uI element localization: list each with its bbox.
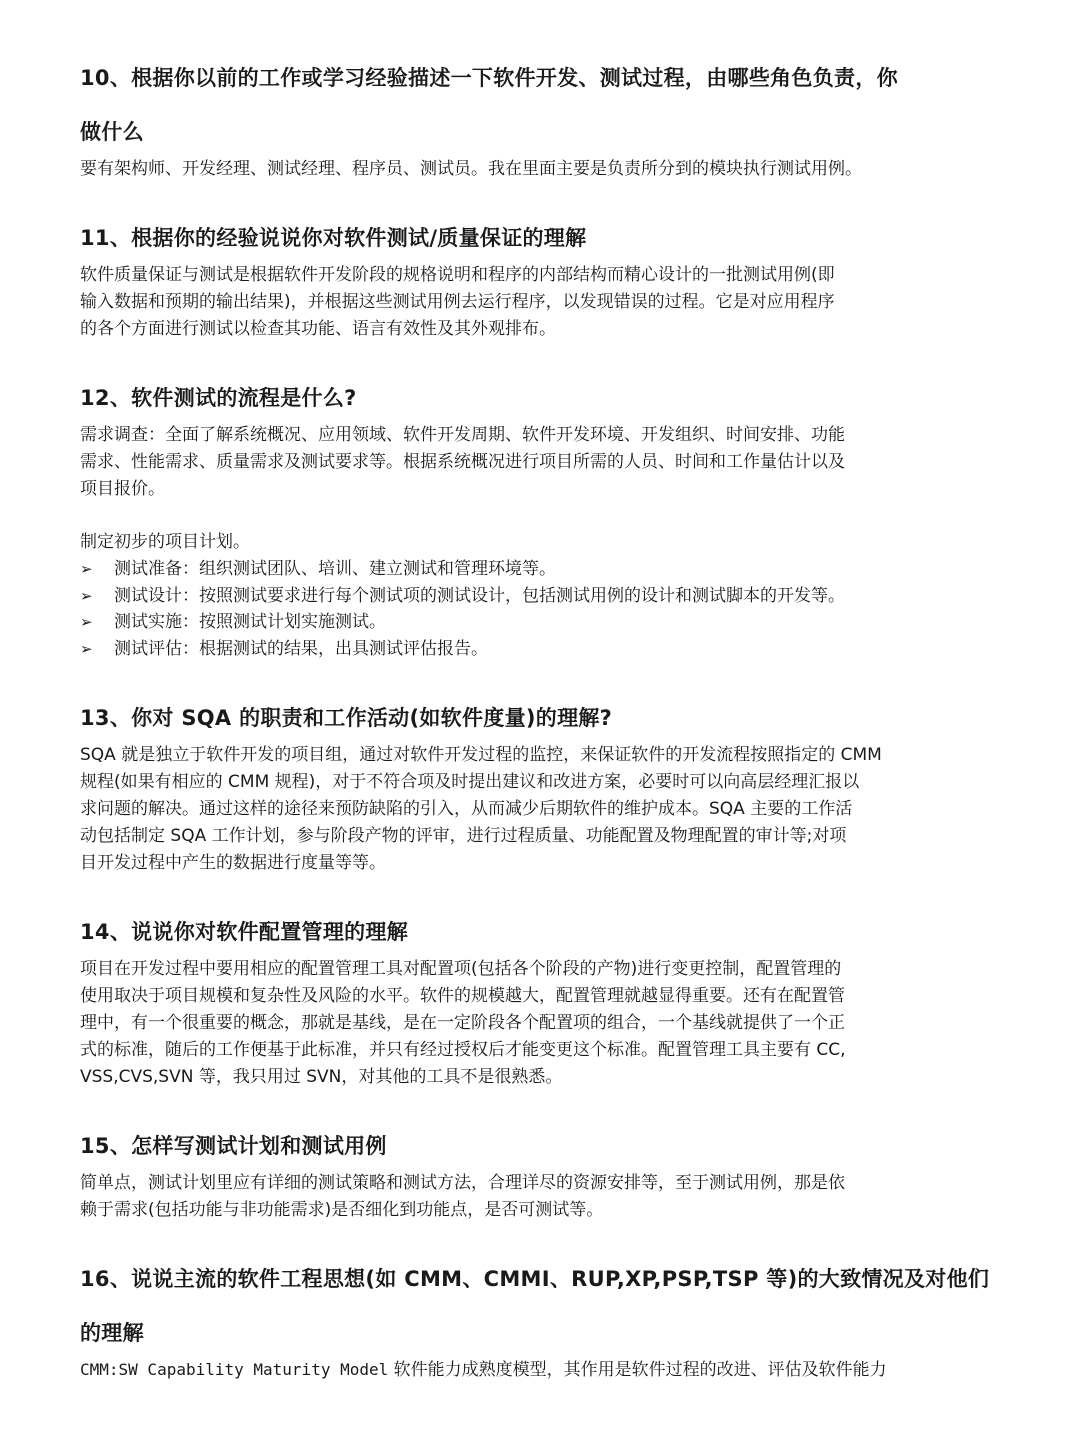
question-14-answer-line4: 式的标准，随后的工作便基于此标准，并只有经过授权后才能变更这个标准。配置管理工具主要有 CC, bbox=[80, 1040, 846, 1060]
question-10-title-line1: 10、根据你以前的工作或学习经验描述一下软件开发、测试过程，由哪些角色负责，你 bbox=[80, 66, 898, 90]
question-14-answer-line2: 使用取决于项目规模和复杂性及风险的水平。软件的规模越大，配置管理就越显得重要。还有在配置管 bbox=[80, 986, 845, 1006]
question-13-answer-line5: 目开发过程中产生的数据进行度量等等。 bbox=[80, 853, 386, 873]
question-15-title: 15、怎样写测试计划和测试用例 bbox=[80, 1134, 387, 1158]
question-12-answer-line2: 需求、性能需求、质量需求及测试要求等。根据系统概况进行项目所需的人员、时间和工作量估计以及 bbox=[80, 452, 845, 472]
question-13-title: 13、你对 SQA 的职责和工作活动(如软件度量)的理解? bbox=[80, 706, 613, 730]
question-12-bullet-2 bbox=[80, 583, 1005, 610]
question-14-answer-line1: 项目在开发过程中要用相应的配置管理工具对配置项(包括各个阶段的产物)进行变更控制，配置管理的 bbox=[80, 959, 842, 979]
question-12-plan: 制定初步的项目计划。 bbox=[80, 532, 250, 552]
bullet-text: 测试准备：组织测试团队、培训、建立测试和管理环境等。 bbox=[114, 559, 556, 579]
question-14-title: 14、说说你对软件配置管理的理解 bbox=[80, 920, 409, 944]
question-12-title: 12、软件测试的流程是什么? bbox=[80, 386, 357, 410]
question-13-answer-line3: 求问题的解决。通过这样的途径来预防缺陷的引入，从而减少后期软件的维护成本。SQA 主要的工作活 bbox=[80, 799, 853, 819]
cmm-definition: CMM:SW Capability Maturity Model bbox=[80, 1360, 389, 1379]
question-14-answer-line5: VSS,CVS,SVN 等，我只用过 SVN，对其他的工具不是很熟悉。 bbox=[80, 1067, 563, 1087]
question-12-answer-line3: 项目报价。 bbox=[80, 479, 165, 499]
arrow-bullet-icon: ➢ bbox=[80, 613, 93, 631]
arrow-bullet-icon: ➢ bbox=[80, 587, 93, 605]
question-13-answer-line1: SQA 就是独立于软件开发的项目组，通过对软件开发过程的监控，来保证软件的开发流程按照指定的 CMM bbox=[80, 745, 882, 765]
question-12-bullet-4 bbox=[80, 636, 1005, 663]
question-16-title-line1: 16、说说主流的软件工程思想(如 CMM、CMMI、RUP,XP,PSP,TSP 等)的大致情况及对他们 bbox=[80, 1267, 990, 1291]
question-13-answer-line2: 规程(如果有相应的 CMM 规程)，对于不符合项及时提出建议和改进方案，必要时可以向高层经理汇报以 bbox=[80, 772, 860, 792]
question-13-answer-line4: 动包括制定 SQA 工作计划，参与阶段产物的评审，进行过程质量、功能配置及物理配置的审计等;对项 bbox=[80, 826, 847, 846]
question-12-bullet-3 bbox=[80, 609, 1005, 636]
question-15-answer-line2: 赖于需求(包括功能与非功能需求)是否细化到功能点，是否可测试等。 bbox=[80, 1200, 604, 1220]
question-11-answer-line2: 输入数据和预期的输出结果)，并根据这些测试用例去运行程序，以发现错误的过程。它是对应用程序 bbox=[80, 292, 835, 312]
bullet-text: 测试实施：按照测试计划实施测试。 bbox=[114, 612, 386, 632]
question-12-bullet-1 bbox=[80, 556, 1005, 583]
question-16-title-line2: 的理解 bbox=[80, 1321, 144, 1345]
cmm-description: 软件能力成熟度模型，其作用是软件过程的改进、评估及软件能力 bbox=[388, 1360, 887, 1380]
arrow-bullet-icon: ➢ bbox=[80, 640, 93, 658]
question-11-answer-line1: 软件质量保证与测试是根据软件开发阶段的规格说明和程序的内部结构而精心设计的一批测试用例(即 bbox=[80, 265, 835, 285]
question-12-answer-line1: 需求调查：全面了解系统概况、应用领域、软件开发周期、软件开发环境、开发组织、时间安排、功能 bbox=[80, 425, 845, 445]
bullet-text: 测试设计：按照测试要求进行每个测试项的测试设计，包括测试用例的设计和测试脚本的开发等。 bbox=[114, 586, 845, 606]
question-10-title-line2: 做什么 bbox=[80, 120, 144, 144]
arrow-bullet-icon: ➢ bbox=[80, 560, 93, 578]
question-15-answer-line1: 简单点，测试计划里应有详细的测试策略和测试方法，合理详尽的资源安排等，至于测试用例，那是依 bbox=[80, 1173, 845, 1193]
question-14-answer-line3: 理中，有一个很重要的概念，那就是基线，是在一定阶段各个配置项的组合，一个基线就提供了一个正 bbox=[80, 1013, 845, 1033]
question-16-answer-line1 bbox=[80, 1356, 1005, 1384]
bullet-text: 测试评估：根据测试的结果，出具测试评估报告。 bbox=[114, 639, 488, 659]
question-11-answer-line3: 的各个方面进行测试以检查其功能、语言有效性及其外观排布。 bbox=[80, 319, 556, 339]
question-11-title: 11、根据你的经验说说你对软件测试/质量保证的理解 bbox=[80, 226, 587, 250]
question-10-answer: 要有架构师、开发经理、测试经理、程序员、测试员。我在里面主要是负责所分到的模块执行测试用例。 bbox=[80, 159, 862, 179]
